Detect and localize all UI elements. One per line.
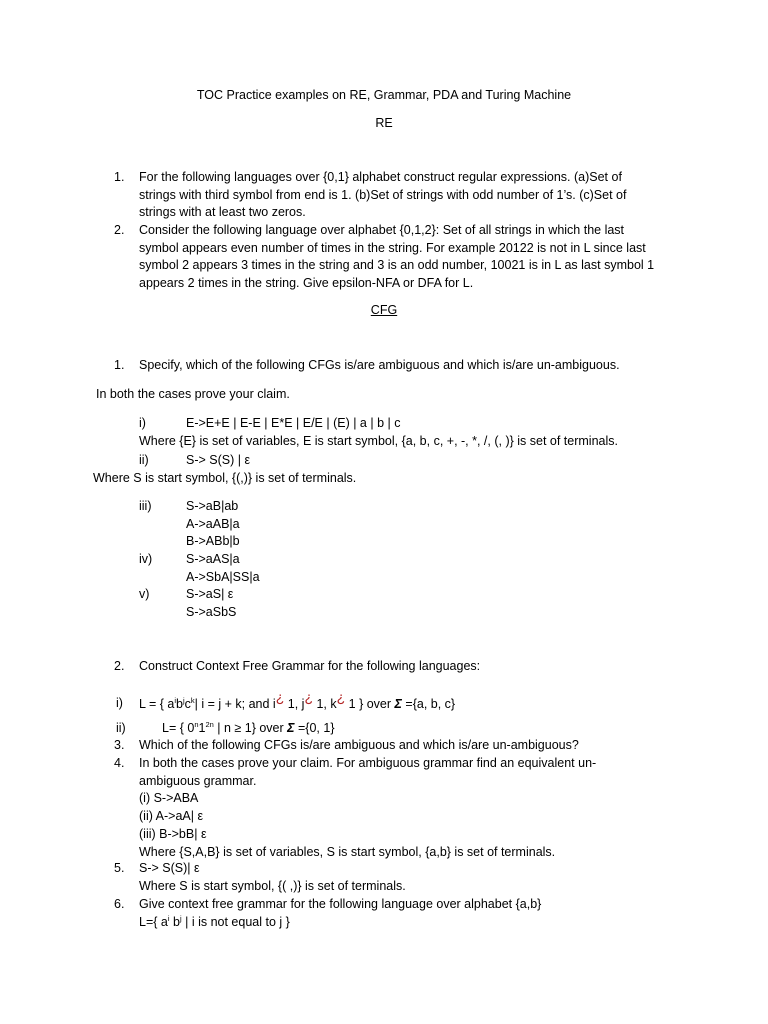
grammar-rule: (i) S->ABA — [139, 791, 199, 806]
cfg-q6-text — [139, 896, 679, 931]
language-i-label: i) — [116, 696, 123, 710]
language-ii-label: ii) — [116, 721, 126, 735]
grammar-rule: S->aB|ab — [186, 499, 239, 513]
sigma-symbol: Σ — [394, 697, 402, 711]
re-q1-line: strings with at least two zeros. — [139, 205, 306, 220]
cfg-q2-number: 2. — [114, 659, 125, 673]
re-q2-line: symbol appears even number of times in the string. For example 20122 is not in L since last — [139, 240, 646, 255]
lang-text: | i is not equal to j } — [181, 914, 290, 929]
lang-text: ={0, 1} — [294, 721, 335, 735]
cfg-q4-line: In both the cases prove your claim. For ambiguous grammar find an equivalent un- — [139, 756, 597, 770]
cfg-q6-number: 6. — [114, 897, 125, 911]
cfg-q4-where: Where {S,A,B} is set of variables, S is start symbol, {a,b} is set of terminals. — [139, 844, 556, 859]
superscript: n — [194, 720, 199, 729]
cfg-q4-number: 4. — [114, 756, 125, 770]
cfg-q3-number: 3. — [114, 738, 125, 752]
re-q2-line: symbol 2 appears 3 times in the string and 3 is an odd number, 10021 is in L as last symbol 1 — [139, 258, 655, 273]
cfg-q6-language — [139, 914, 679, 932]
lang-text: L={ a — [139, 914, 168, 929]
grammar-i-rule: E->E+E | E-E | E*E | E/E | (E) | a | b | c — [186, 416, 401, 430]
lang-text: ={a, b, c} — [401, 697, 456, 711]
grammar-i-where: Where {E} is set of variables, E is start symbol, {a, b, c, +, -, *, /, (, )} is set of terminals. — [139, 434, 618, 448]
grammar-v-label: v) — [139, 587, 150, 601]
grammar-rule: S->aAS|a — [186, 552, 240, 566]
lang-text: | i = j + k; and i — [194, 697, 276, 711]
grammar-i-label: i) — [139, 416, 146, 430]
re-q1-line: For the following languages over {0,1} alphabet construct regular expressions. (a)Set of — [139, 170, 622, 184]
grammar-rule: S->aSbS — [186, 604, 237, 619]
sigma-symbol: Σ — [287, 721, 295, 735]
grammar-iv-label: iv) — [139, 552, 153, 566]
grammar-v-rules — [186, 586, 236, 621]
missing-symbol-glyph: ¿ — [304, 689, 313, 705]
re-q2-line: appears 2 times in the string. Give epsilon-NFA or DFA for L. — [139, 276, 474, 291]
lang-text: | n ≥ 1} over — [213, 721, 288, 735]
cfg-q1-text: Specify, which of the following CFGs is/are ambiguous and which is/are un-ambiguous. — [139, 358, 620, 372]
grammar-iii-rules — [186, 498, 240, 551]
re-q1-text — [139, 169, 679, 222]
cfg-q5-where: Where S is start symbol, {( ,)} is set of terminals. — [139, 878, 406, 893]
grammar-rule: A->aAB|a — [186, 516, 240, 531]
lang-text: L = { a — [139, 697, 175, 711]
superscript: 2n — [205, 720, 214, 729]
cfg-section-heading: CFG — [370, 303, 398, 317]
re-q1-number: 1. — [114, 170, 125, 184]
lang-text: 1 } over — [345, 697, 395, 711]
cfg-q3-text: Which of the following CFGs is/are ambiguous and which is/are un-ambiguous? — [139, 738, 579, 752]
re-section-heading: RE — [375, 116, 393, 130]
superscript: k — [190, 696, 195, 705]
lang-text: 1, j — [284, 697, 305, 711]
cfg-q4-line: ambiguous grammar. — [139, 773, 257, 788]
document-title: TOC Practice examples on RE, Grammar, PDA and Turing Machine — [196, 88, 572, 102]
missing-symbol-glyph: ¿ — [275, 689, 285, 705]
cfg-q4-text — [139, 755, 679, 861]
grammar-ii-label: ii) — [139, 453, 149, 467]
missing-symbol-glyph: ¿ — [336, 689, 346, 705]
superscript: j — [179, 913, 182, 923]
lang-text: 1 — [198, 721, 206, 735]
grammar-rule: (iii) B->bB| ε — [139, 826, 207, 841]
lang-text: b — [169, 914, 180, 929]
grammar-rule: S->aS| ε — [186, 587, 234, 601]
grammar-iv-rules — [186, 551, 260, 586]
re-q2-number: 2. — [114, 223, 125, 237]
superscript: j — [182, 696, 185, 705]
lang-text: 1, k — [313, 697, 337, 711]
grammar-ii-where: Where S is start symbol, {(,)} is set of terminals. — [93, 471, 357, 485]
re-q1-line: strings with third symbol from end is 1. (b)Set of strings with odd number of 1’s. (c)Set of — [139, 187, 627, 202]
re-q2-text — [139, 222, 679, 293]
lang-text: L= { 0 — [162, 721, 195, 735]
lang-text: b — [176, 697, 183, 711]
language-ii-definition — [162, 720, 335, 738]
grammar-rule: B->ABb|b — [186, 534, 240, 549]
cfg-q2-text: Construct Context Free Grammar for the following languages: — [139, 659, 481, 673]
cfg-q6-line: Give context free grammar for the following language over alphabet {a,b} — [139, 897, 542, 911]
lang-text: c — [184, 697, 191, 711]
superscript: i — [167, 913, 170, 923]
superscript: i — [174, 696, 177, 705]
cfg-q1-number: 1. — [114, 358, 125, 372]
grammar-rule: (ii) A->aA| ε — [139, 809, 204, 824]
grammar-iii-label: iii) — [139, 499, 152, 513]
grammar-ii-rule: S-> S(S) | ε — [186, 453, 251, 467]
prove-claim-text: In both the cases prove your claim. — [96, 387, 290, 401]
grammar-rule: S-> S(S)| ε — [139, 861, 200, 875]
cfg-q5-text — [139, 860, 679, 895]
language-i-definition — [139, 689, 456, 714]
cfg-q5-number: 5. — [114, 861, 125, 875]
re-q2-line: Consider the following language over alphabet {0,1,2}: Set of all strings in which the last — [139, 223, 625, 237]
grammar-rule: A->SbA|SS|a — [186, 569, 260, 584]
